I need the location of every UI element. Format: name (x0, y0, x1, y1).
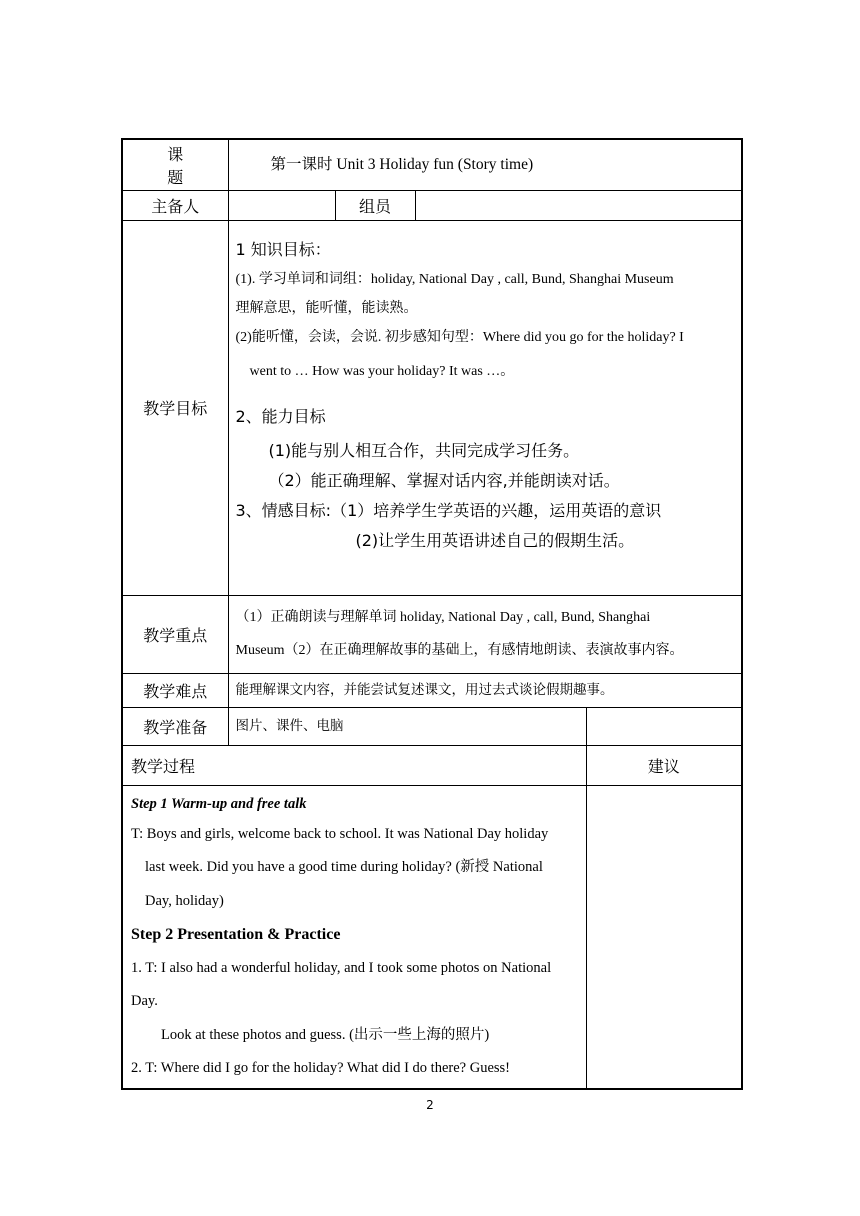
preparer-row (122, 190, 742, 220)
goals-label: 教学目标 (122, 220, 228, 595)
key-points-label: 教学重点 (122, 595, 228, 673)
page-number: 2 (426, 1098, 434, 1112)
step1-line-2: last week. Did you have a good time during holiday? (新授 National (145, 859, 543, 875)
preparation-value: 图片、课件、电脑 (228, 707, 586, 745)
preparation-extra-cell (586, 707, 742, 745)
knowledge-goal-title: 1 知识目标： (235, 239, 331, 259)
ability-goal-1: (1)能与别人相互合作，共同完成学习任务。 (268, 440, 580, 460)
members-label: 组员 (335, 190, 415, 220)
emotion-goal-title: 3、情感目标:（1）培养学生学英语的兴趣，运用英语的意识 (235, 500, 662, 520)
key-points-line-1: （1）正确朗读与理解单词 holiday, National Day , call, Bund, Shanghai (235, 610, 651, 625)
emotion-goal-2: (2)让学生用英语讲述自己的假期生活。 (355, 530, 635, 550)
preparer-label: 主备人 (122, 190, 228, 220)
key-points-line-2: Museum（2）在正确理解故事的基础上，有感情地朗读、表演故事内容。 (235, 643, 684, 658)
ability-goal-2: （2）能正确理解、掌握对话内容,并能朗读对话。 (268, 470, 620, 490)
difficult-points-label: 教学难点 (122, 673, 228, 707)
difficult-points-value: 能理解课文内容，并能尝试复述课文，用过去式谈论假期趣事。 (228, 673, 742, 707)
step2-line-4: 2. T: Where did I go for the holiday? What did I do there? Guess! (131, 1060, 510, 1076)
knowledge-goal-1b: 理解意思，能听懂，能读熟。 (235, 300, 418, 316)
topic-label: 课 题 (122, 139, 228, 190)
process-label: 教学过程 (122, 745, 586, 785)
topic-row (122, 139, 742, 190)
topic-value: 第一课时 Unit 3 Holiday fun (Story time) (228, 139, 742, 190)
step2-line-2: Day. (131, 993, 158, 1009)
knowledge-goal-2a: (2)能听懂，会读，会说. 初步感知句型：Where did you go for the holiday? I (235, 329, 684, 345)
ability-goal-title: 2、能力目标 (235, 406, 326, 426)
step2-heading: Step 2 Presentation & Practice (131, 926, 341, 943)
goals-content (228, 220, 742, 595)
step2-line-1: 1. T: I also had a wonderful holiday, and I took some photos on National (131, 959, 552, 976)
process-row (122, 785, 742, 1089)
key-points-content (228, 595, 742, 673)
difficult-points-row (122, 673, 742, 707)
advice-cell (586, 785, 742, 1089)
key-points-row (122, 595, 742, 673)
step2-line-3: Look at these photos and guess. (出示一些上海的照片) (161, 1026, 490, 1043)
preparer-value (228, 190, 335, 220)
goals-row (122, 220, 742, 595)
members-value (415, 190, 742, 220)
preparation-label: 教学准备 (122, 707, 228, 745)
knowledge-goal-2b: went to … How was your holiday? It was …。 (249, 363, 515, 379)
step1-line-1: T: Boys and girls, welcome back to school. It was National Day holiday (131, 825, 549, 842)
process-header-row (122, 745, 742, 785)
step1-line-3: Day, holiday) (145, 892, 224, 909)
knowledge-goal-1a: (1). 学习单词和词组：holiday, National Day , call, Bund, Shanghai Museum (235, 271, 674, 287)
preparation-row (122, 707, 742, 745)
advice-label: 建议 (586, 745, 742, 785)
process-content (122, 785, 586, 1089)
lesson-plan-table (121, 138, 743, 1090)
step1-heading: Step 1 Warm-up and free talk (131, 795, 307, 812)
